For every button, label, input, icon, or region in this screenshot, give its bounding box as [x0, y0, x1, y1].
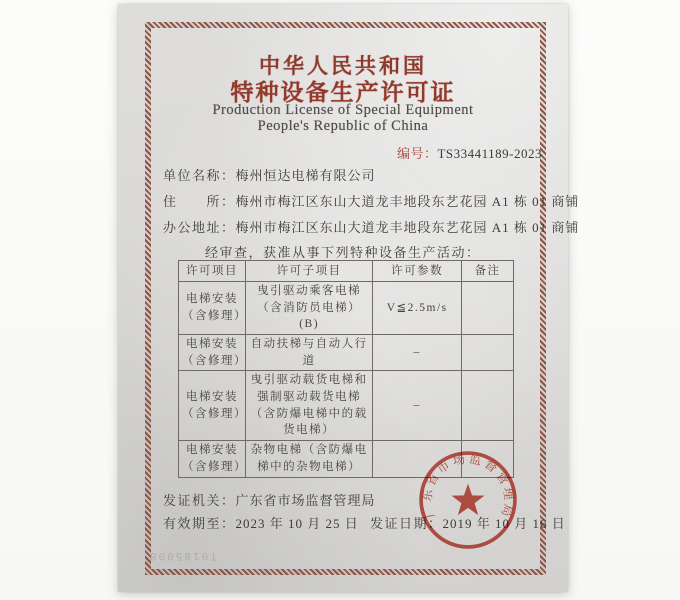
form-serial-watermark: T0185008: [148, 549, 217, 561]
issuer-value: 广东省市场监督管理局: [235, 493, 376, 508]
table-row: [179, 282, 514, 335]
cell-license-subitem: 曳引驱动载货电梯和强制驱动载货电梯（含防爆电梯中的载货电梯）: [246, 371, 373, 441]
cell-license-subitem: 杂物电梯（含防爆电梯中的杂物电梯）: [246, 441, 373, 478]
cell-license-note: [462, 335, 514, 371]
column-header: 备注: [462, 261, 514, 282]
info-field-label: 办公地址：: [163, 220, 236, 235]
seal-star-icon: [451, 484, 484, 515]
issuer-label: 发证机关：: [163, 493, 236, 508]
info-field-value: 梅州恒达电梯有限公司: [235, 168, 376, 183]
table-row: [179, 371, 514, 441]
validity-field: [163, 513, 359, 532]
license-number-label: 编号：: [396, 146, 438, 161]
license-table: [178, 260, 514, 478]
table-row: [179, 335, 514, 371]
info-field-label: 住 所：: [163, 194, 236, 209]
cell-license-note: [462, 282, 514, 335]
cell-license-item: 电梯安装 （含修理）: [179, 282, 246, 335]
license-table-header: [179, 261, 514, 282]
column-header: 许可参数: [373, 261, 462, 282]
certificate-paper: [118, 4, 580, 592]
column-header: 许可子项目: [246, 261, 373, 282]
info-fields: [163, 165, 580, 243]
cell-license-note: [462, 371, 514, 441]
info-field-0: [163, 165, 533, 191]
issuer-field: [163, 490, 376, 509]
cell-license-item: 电梯安装 （含修理）: [179, 371, 246, 441]
info-field-value: 梅州市梅江区东山大道龙丰地段东艺花园 A1 栋 01 商铺: [235, 194, 580, 209]
cell-license-subitem: 曳引驱动乘客电梯（含消防员电梯）(B): [246, 282, 373, 335]
info-field-2: [163, 217, 580, 243]
seal-text: 广东省市场监督管理局: [419, 451, 517, 522]
info-field-label: 单位名称：: [163, 168, 236, 183]
validity-label: 有效期至：: [163, 516, 236, 531]
title-english-line2: People's Republic of China: [257, 118, 429, 134]
column-header: 许可项目: [179, 261, 246, 282]
cell-license-param: –: [373, 335, 462, 371]
info-field-value: 梅州市梅江区东山大道龙丰地段东艺花园 A1 栋 01 商铺: [235, 220, 580, 235]
official-seal: [417, 449, 519, 551]
cell-license-param: –: [373, 371, 462, 441]
validity-value: 2023 年 10 月 25 日: [235, 516, 359, 531]
issue-date-label: 发证日期：: [370, 516, 443, 531]
license-number-value: TS33441189-2023: [437, 146, 542, 161]
cell-license-param: V≦2.5m/s: [373, 282, 462, 335]
title-english-line1: Production License of Special Equipment: [212, 102, 474, 118]
cell-license-subitem: 自动扶梯与自动人行道: [246, 335, 373, 371]
approval-statement: 经审查，获准从事下列特种设备生产活动：: [205, 245, 481, 260]
issue-date-value: 2019 年 10 月 16 日: [442, 516, 566, 531]
title-license: 特种设备生产许可证: [230, 80, 456, 105]
cell-license-item: 电梯安装 （含修理）: [179, 335, 246, 371]
license-number: [397, 143, 542, 162]
cell-license-item: 电梯安装 （含修理）: [179, 441, 246, 478]
info-field-1: [163, 191, 580, 217]
title-country: 中华人民共和国: [259, 54, 427, 78]
